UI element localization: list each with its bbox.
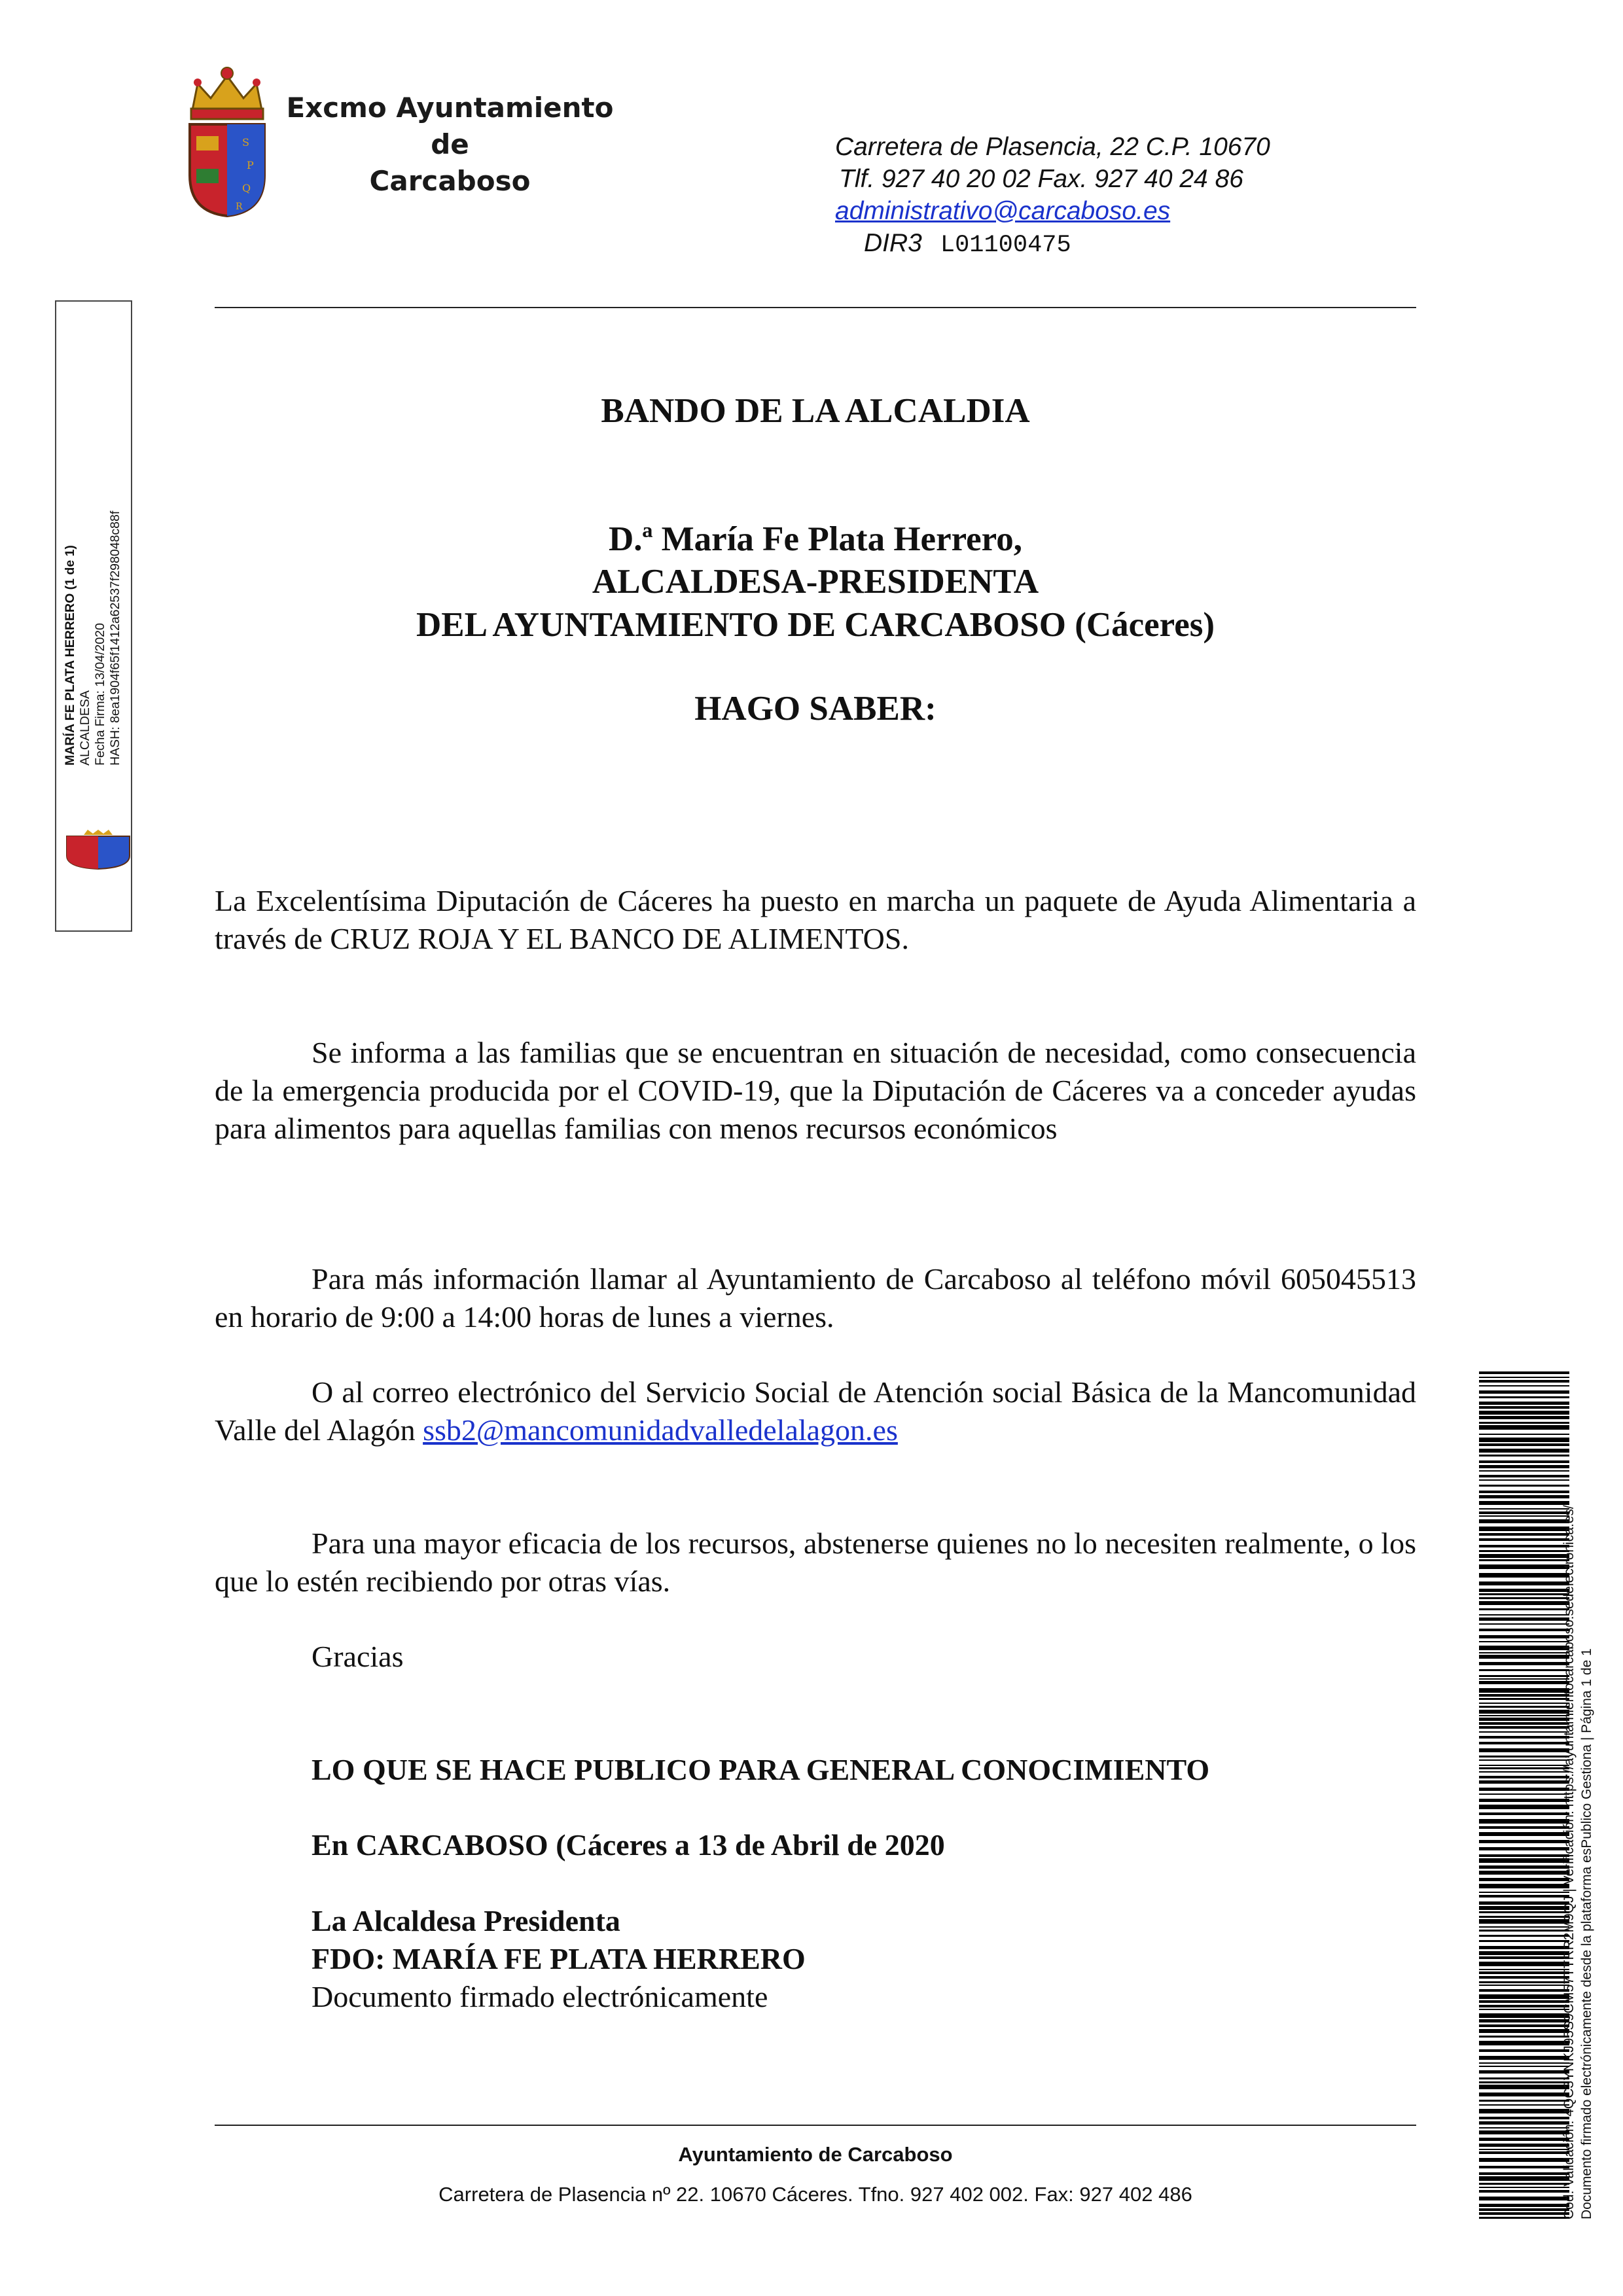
barcode-bar — [1479, 2212, 1569, 2215]
barcode-bar — [1479, 1406, 1569, 1409]
barcode-bar — [1479, 1573, 1569, 1578]
barcode-bar — [1479, 1385, 1569, 1386]
barcode-bar — [1479, 1629, 1569, 1631]
barcode-bar — [1479, 1479, 1569, 1481]
barcode-bar — [1479, 1380, 1569, 1383]
barcode-bar — [1479, 1527, 1569, 1531]
barcode-bar — [1479, 1681, 1569, 1684]
svg-text:R: R — [236, 202, 243, 212]
barcode-bar — [1479, 1508, 1569, 1510]
phone-fax-line: Tlf. 927 40 20 02 Fax. 927 40 24 86 — [839, 165, 1243, 193]
barcode-bar — [1479, 2009, 1569, 2010]
barcode-bar — [1479, 1901, 1569, 1905]
barcode-bar — [1479, 1832, 1569, 1836]
barcode-bar — [1479, 1742, 1569, 1744]
barcode-bar — [1479, 2187, 1569, 2188]
barcode-bar — [1479, 1951, 1569, 1955]
barcode-bar — [1479, 1748, 1569, 1752]
barcode-bar — [1479, 1465, 1569, 1468]
social-services-email-link[interactable]: ssb2@mancomunidadvalledelalagon.es — [423, 1413, 898, 1447]
address-line: Carretera de Plasencia, 22 C.P. 10670 — [835, 133, 1270, 161]
barcode-bar — [1479, 1411, 1569, 1415]
barcode-bar — [1479, 1377, 1569, 1378]
barcode-bar — [1479, 1443, 1569, 1446]
barcode-bar — [1479, 2077, 1569, 2079]
barcode-bar — [1479, 2036, 1569, 2038]
barcode-bar — [1479, 1545, 1569, 1547]
barcode-bar — [1479, 1722, 1569, 1725]
barcode-bar — [1479, 1926, 1569, 1928]
barcode-bar — [1479, 1840, 1569, 1843]
barcode-bar — [1479, 1511, 1569, 1514]
closing-statement: LO QUE SE HACE PUBLICO PARA GENERAL CONOCIMIENTO — [312, 1753, 1210, 1786]
barcode-bar — [1479, 1390, 1569, 1394]
footer-title: Ayuntamiento de Carcaboso — [678, 2143, 953, 2166]
svg-text:Q: Q — [242, 182, 251, 194]
barcode-bar — [1479, 1871, 1569, 1875]
barcode-bar — [1479, 2130, 1569, 2134]
barcode-bar — [1479, 1878, 1569, 1881]
barcode-bar — [1479, 2085, 1569, 2089]
barcode-bar — [1479, 1623, 1569, 1625]
barcode-bar — [1479, 1994, 1569, 1999]
barcode-bar — [1479, 2158, 1569, 2162]
barcode-bar — [1479, 2070, 1569, 2074]
header-divider — [215, 307, 1416, 308]
barcode-bar — [1479, 1589, 1569, 1592]
barcode-bar — [1479, 1793, 1569, 1795]
barcode-bar — [1479, 2066, 1569, 2067]
barcode-bar — [1479, 1854, 1569, 1857]
barcode-bar — [1479, 1826, 1569, 1829]
barcode-bar — [1479, 1538, 1569, 1541]
barcode-bar — [1479, 1455, 1569, 1457]
barcode-bar — [1479, 1865, 1569, 1869]
barcode-bar — [1479, 1884, 1569, 1888]
barcode-bar — [1479, 1706, 1569, 1708]
barcode-bar — [1479, 1675, 1569, 1677]
verification-platform-line: Documento firmado electrónicamente desde la plataforma esPublico Gestiona | Página 1 de 1 — [1579, 1648, 1594, 2219]
barcode-bar — [1479, 2208, 1569, 2211]
barcode-bar — [1479, 1911, 1569, 1913]
barcode-bar — [1479, 1710, 1569, 1714]
barcode-bar — [1479, 1635, 1569, 1638]
barcode-bar — [1479, 2190, 1569, 2193]
paragraph-email-text: O al correo electrónico del Servicio Social de Atención social Básica de la Mancomunidad Valle del Alagón — [215, 1375, 1416, 1447]
barcode-bar — [1479, 1799, 1569, 1802]
paragraph-phone-info: Para más información llamar al Ayuntamiento de Carcaboso al teléfono móvil 605045513 en horario de 9:00 a 14:00 horas de lunes a viernes. — [215, 1262, 1416, 1333]
barcode-bar — [1479, 2183, 1569, 2185]
barcode-bar — [1479, 1971, 1569, 1974]
dir3-code: L01100475 — [940, 232, 1071, 259]
barcode-bar — [1479, 1581, 1569, 1585]
barcode-bar — [1479, 1434, 1569, 1435]
barcode-bar — [1479, 2172, 1569, 2175]
barcode-bar — [1479, 1678, 1569, 1680]
document-title: BANDO DE LA ALCALDIA — [601, 392, 1030, 430]
barcode-bar — [1479, 1989, 1569, 1992]
barcode-bar — [1479, 1475, 1569, 1477]
signer-title: La Alcaldesa Presidenta — [312, 1904, 620, 1937]
barcode-bar — [1479, 2013, 1569, 2018]
official-line-3: DEL AYUNTAMIENTO DE CARCABOSO (Cáceres) — [416, 606, 1215, 644]
barcode-bar — [1479, 2109, 1569, 2113]
barcode-bar — [1479, 1759, 1569, 1761]
barcode-bar — [1479, 2151, 1569, 2154]
barcode-bar — [1479, 1501, 1569, 1505]
barcode-bar — [1479, 1718, 1569, 1721]
barcode-bar — [1479, 1892, 1569, 1893]
barcode-bar — [1479, 1771, 1569, 1773]
barcode-bar — [1479, 2127, 1569, 2128]
barcode-bar — [1479, 1962, 1569, 1966]
barcode-bar — [1479, 1819, 1569, 1824]
barcode-bar — [1479, 1533, 1569, 1536]
barcode-bar — [1479, 1662, 1569, 1665]
signer-role: ALCALDESA — [78, 690, 92, 766]
official-line-1: D.ª María Fe Plata Herrero, — [608, 520, 1022, 558]
paragraph-covid-info: Se informa a las familias que se encuentran en situación de necesidad, como consecuencia de la emergencia producida por el COVID-19, que la Diputación de Cáceres va a conceder ayudas para alimentos para aquellas familias con menos recursos económicos — [215, 1036, 1416, 1145]
barcode-bar — [1479, 1485, 1569, 1487]
barcode-bar — [1479, 1564, 1569, 1569]
barcode-bar — [1479, 2121, 1569, 2125]
barcode-bar — [1479, 2149, 1569, 2150]
barcode-bar — [1479, 1756, 1569, 1757]
barcode-bar — [1479, 2217, 1569, 2219]
barcode-bar — [1479, 2029, 1569, 2033]
barcode-bar — [1479, 1731, 1569, 1733]
barcode-bar — [1479, 1655, 1569, 1659]
barcode-bar — [1479, 1495, 1569, 1498]
barcode-bar — [1479, 1614, 1569, 1616]
barcode-bar — [1479, 1694, 1569, 1697]
barcode-bar — [1479, 1515, 1569, 1517]
verification-barcode — [1479, 1371, 1569, 2222]
barcode-bar — [1479, 1519, 1569, 1523]
barcode-bar — [1479, 2166, 1569, 2168]
barcode-bar — [1479, 2019, 1569, 2022]
barcode-bar — [1479, 2056, 1569, 2060]
barcode-bar — [1479, 1559, 1569, 1561]
signature-hash: HASH: 8ea1904f65f1412a62537f298048c88f — [108, 510, 122, 766]
barcode-bar — [1479, 1491, 1569, 1493]
barcode-bar — [1479, 1919, 1569, 1924]
barcode-bar — [1479, 2197, 1569, 2200]
barcode-bar — [1479, 1449, 1569, 1453]
barcode-bar — [1479, 2176, 1569, 2181]
barcode-bar — [1479, 1715, 1569, 1716]
svg-text:S: S — [242, 136, 249, 149]
signature-details — [63, 399, 123, 766]
barcode-bar — [1479, 1646, 1569, 1650]
org-name-line-2: de — [431, 128, 469, 160]
signature-date: Fecha Firma: 13/04/2020 — [93, 623, 107, 766]
barcode-bar — [1479, 2041, 1569, 2045]
hago-saber-heading: HAGO SABER: — [694, 690, 936, 728]
contact-block — [835, 131, 1270, 262]
email-link[interactable]: administrativo@carcaboso.es — [835, 197, 1171, 225]
barcode-bar — [1479, 1641, 1569, 1642]
paragraph-aid-announcement: La Excelentísima Diputación de Cáceres ha puesto en marcha un paquete de Ayuda Alimentaria a través de CRUZ ROJA Y EL BANCO DE ALIMENTOS. — [215, 884, 1416, 955]
official-line-2: ALCALDESA-PRESIDENTA — [592, 563, 1039, 601]
barcode-bar — [1479, 1776, 1569, 1778]
barcode-bar — [1479, 1767, 1569, 1769]
barcode-bar — [1479, 1736, 1569, 1739]
barcode-bar — [1479, 1847, 1569, 1850]
barcode-bar — [1479, 1726, 1569, 1729]
barcode-bar — [1479, 2100, 1569, 2102]
barcode-bar — [1479, 1985, 1569, 1986]
barcode-bar — [1479, 1765, 1569, 1766]
barcode-bar — [1479, 1906, 1569, 1910]
barcode-bar — [1479, 2024, 1569, 2027]
signer-name: FDO: MARÍA FE PLATA HERRERO — [312, 1942, 806, 1975]
barcode-bar — [1479, 1416, 1569, 1419]
barcode-bar — [1479, 1698, 1569, 1700]
barcode-bar — [1479, 1935, 1569, 1937]
signed-note: Documento firmado electrónicamente — [312, 1980, 768, 2013]
barcode-bar — [1479, 1402, 1569, 1405]
barcode-bar — [1479, 1976, 1569, 1979]
barcode-bar — [1479, 1805, 1569, 1809]
barcode-bar — [1479, 1940, 1569, 1942]
barcode-bar — [1479, 2138, 1569, 2141]
barcode-bar — [1479, 1550, 1569, 1552]
barcode-bar — [1479, 1425, 1569, 1430]
barcode-bar — [1479, 1422, 1569, 1424]
barcode-bar — [1479, 2081, 1569, 2083]
barcode-bar — [1479, 1703, 1569, 1704]
footer-divider — [215, 2125, 1416, 2126]
dir3-label: DIR3 — [864, 229, 922, 257]
barcode-bar — [1479, 2005, 1569, 2007]
barcode-bar — [1479, 1438, 1569, 1442]
barcode-bar — [1479, 2104, 1569, 2106]
barcode-bar — [1479, 1788, 1569, 1791]
barcode-bar — [1479, 1956, 1569, 1959]
dir3-line — [835, 227, 1270, 262]
barcode-bar — [1479, 1460, 1569, 1463]
barcode-bar — [1479, 1812, 1569, 1815]
barcode-bar — [1479, 1371, 1569, 1374]
municipal-crest-logo — [185, 64, 270, 219]
barcode-bar — [1479, 2144, 1569, 2147]
barcode-bar — [1479, 1601, 1569, 1605]
verification-text — [1560, 1369, 1596, 2219]
svg-text:P: P — [247, 159, 254, 171]
signature-crest-icon — [64, 830, 132, 870]
org-name-line-1: Excmo Ayuntamiento — [286, 92, 614, 124]
org-name-line-3: Carcaboso — [369, 165, 531, 197]
paragraph-email-info — [215, 1373, 1416, 1449]
verification-code-line: Cód. Validación: 4QC3YNKJ95S9CM57TTRR2M9QJ | Verificación: https://ayuntamientocarcaboso.sedelectronica.es/ — [1561, 1505, 1577, 2219]
barcode-bar — [1479, 1916, 1569, 1918]
barcode-bar — [1479, 1396, 1569, 1398]
barcode-bar — [1479, 1969, 1569, 1970]
barcode-bar — [1479, 1617, 1569, 1621]
barcode-bar — [1479, 2062, 1569, 2064]
barcode-bar — [1479, 1597, 1569, 1599]
barcode-bar — [1479, 1554, 1569, 1558]
barcode-bar — [1479, 1593, 1569, 1595]
place-date: En CARCABOSO (Cáceres a 13 de Abril de 2020 — [312, 1828, 945, 1862]
barcode-bar — [1479, 1858, 1569, 1863]
barcode-bar — [1479, 1470, 1569, 1472]
barcode-bar — [1479, 2117, 1569, 2119]
barcode-bar — [1479, 2000, 1569, 2003]
footer-address: Carretera de Plasencia nº 22. 10670 Cáceres. Tfno. 927 402 002. Fax: 927 402 486 — [438, 2183, 1192, 2206]
barcode-bar — [1479, 2204, 1569, 2207]
thanks-text: Gracias — [312, 1640, 404, 1673]
barcode-bar — [1479, 1608, 1569, 1610]
barcode-bar — [1479, 2049, 1569, 2052]
barcode-bar — [1479, 1780, 1569, 1784]
paragraph-efficiency-note: Para una mayor eficacia de los recursos, abstenerse quienes no lo necesiten realmente, o los que lo estén recibiendo por otras vías. — [215, 1527, 1416, 1598]
barcode-bar — [1479, 2093, 1569, 2096]
barcode-bar — [1479, 1895, 1569, 1898]
barcode-bar — [1479, 1981, 1569, 1983]
barcode-bar — [1479, 1946, 1569, 1949]
signer-line: MARÍA FE PLATA HERRERO (1 de 1) — [63, 545, 77, 766]
barcode-bar — [1479, 1688, 1569, 1693]
barcode-bar — [1479, 1669, 1569, 1671]
barcode-bar — [1479, 1930, 1569, 1932]
barcode-bar — [1479, 1652, 1569, 1653]
